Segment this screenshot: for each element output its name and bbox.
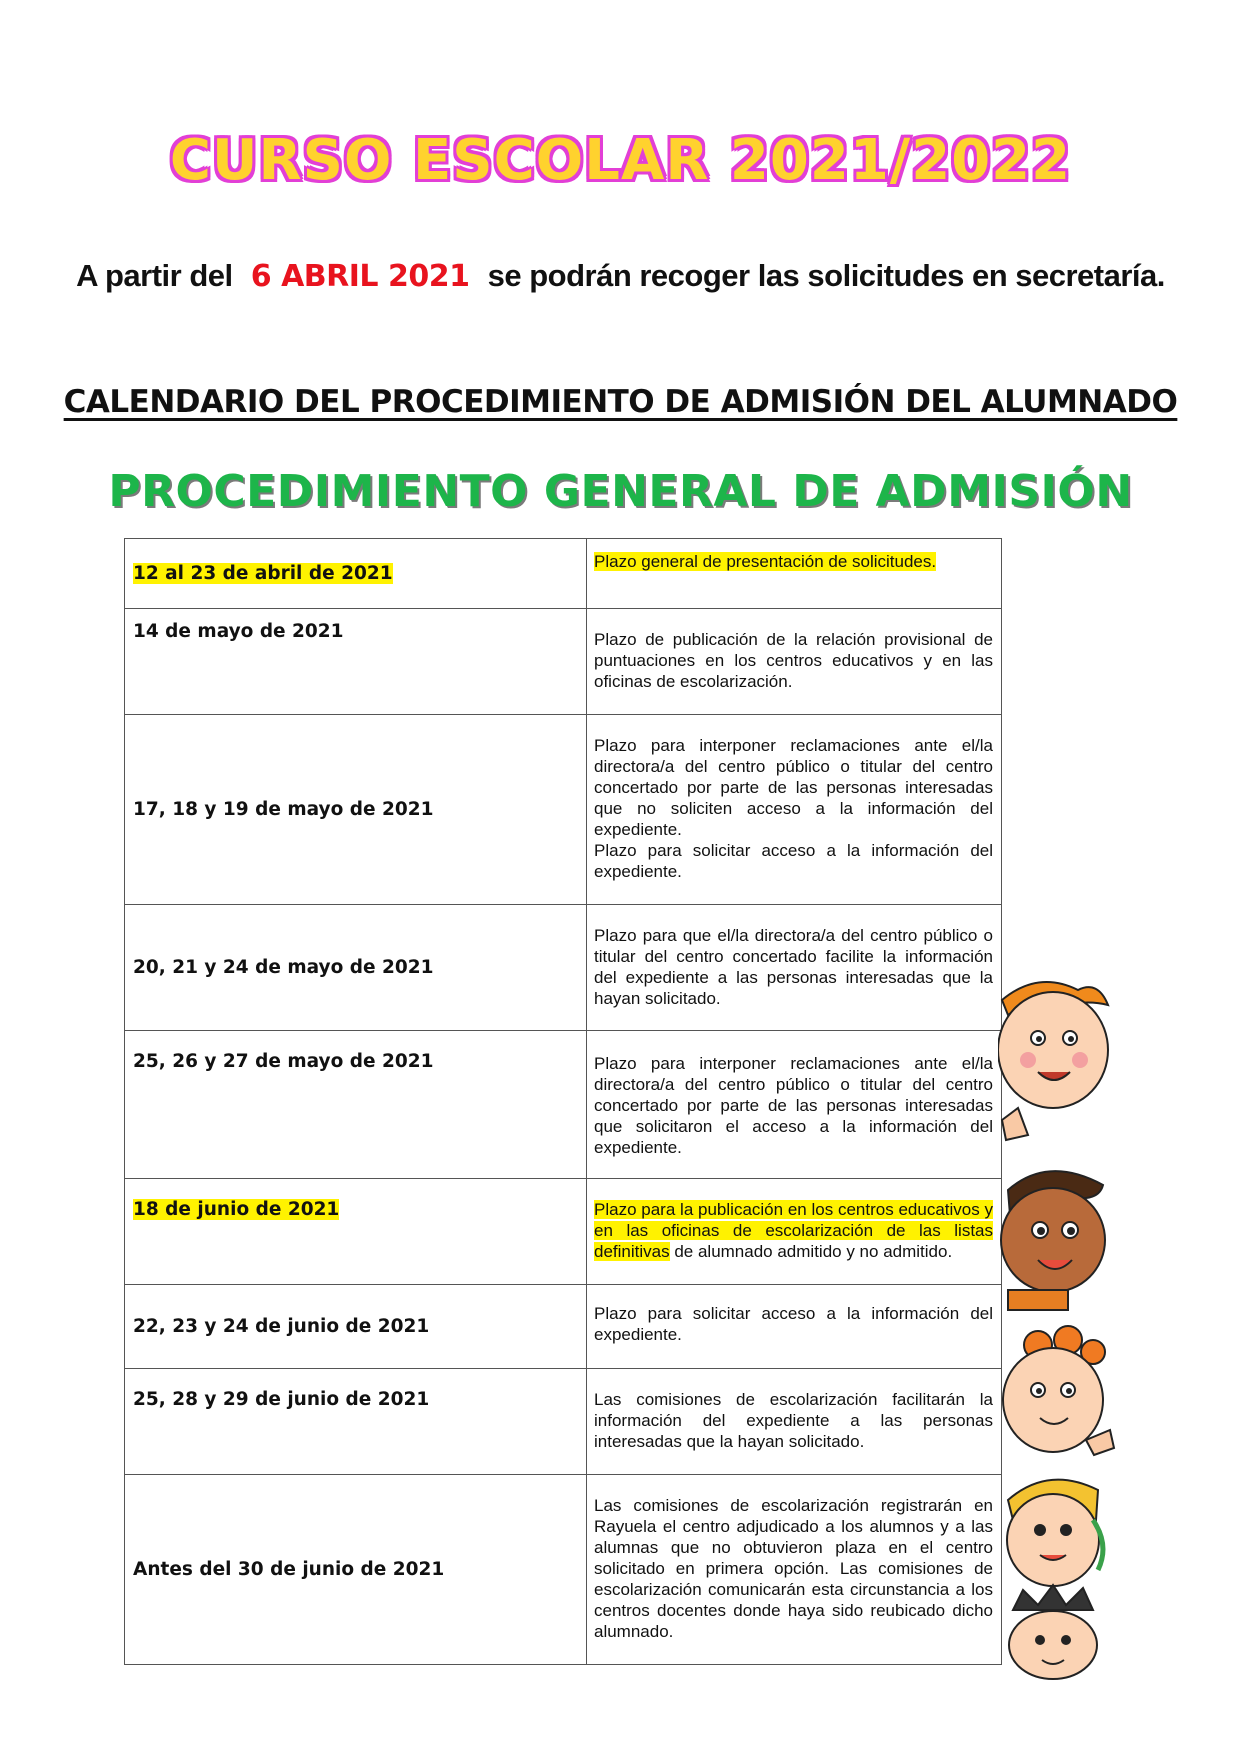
date-text: 18 de junio de 2021 bbox=[133, 1199, 340, 1220]
desc-text: Plazo para interponer reclamaciones ante el/la directora/a del centro público o titular del centro concertado por parte de las personas interesadas que solicitaron el acceso a la información del expediente. bbox=[594, 1054, 993, 1157]
desc-cell bbox=[587, 1285, 1002, 1369]
desc-cell bbox=[587, 1369, 1002, 1475]
date-text: 14 de mayo de 2021 bbox=[133, 621, 344, 642]
table-row bbox=[125, 905, 1002, 1031]
date-cell bbox=[125, 1475, 587, 1665]
kid-face-1 bbox=[998, 982, 1108, 1140]
date-cell bbox=[125, 1285, 587, 1369]
schedule-table bbox=[124, 538, 1002, 1665]
table-row bbox=[125, 1285, 1002, 1369]
page-title: CURSO ESCOLAR 2021/2022 bbox=[169, 128, 1072, 193]
table-row bbox=[125, 1475, 1002, 1665]
desc-text-2: Plazo para solicitar acceso a la información del expediente. bbox=[594, 841, 993, 881]
desc-cell bbox=[587, 539, 1002, 609]
date-text: 20, 21 y 24 de mayo de 2021 bbox=[133, 957, 434, 978]
desc-text: Plazo para interponer reclamaciones ante el/la directora/a del centro público o titular del centro concertado por parte de las personas interesadas que no soliciten acceso a la información del expediente. bbox=[594, 736, 993, 839]
desc-cell bbox=[587, 609, 1002, 715]
date-cell bbox=[125, 1031, 587, 1179]
desc-text: Las comisiones de escolarización facilitarán la información del expediente a las personas interesadas que la hayan solicitado. bbox=[594, 1390, 993, 1451]
date-text: 25, 26 y 27 de mayo de 2021 bbox=[133, 1051, 434, 1072]
desc-cell bbox=[587, 905, 1002, 1031]
desc-highlight-text: Plazo para la publicación en los centros educativos y en las oficinas de escolarización de las listas definitivas bbox=[594, 1200, 993, 1261]
kids-illustration bbox=[998, 960, 1118, 1680]
desc-text: Plazo de publicación de la relación provisional de puntuaciones en los centros educativos y en las oficinas de escolarización. bbox=[594, 630, 993, 691]
table-row bbox=[125, 715, 1002, 905]
date-cell bbox=[125, 715, 587, 905]
date-text: 22, 23 y 24 de junio de 2021 bbox=[133, 1316, 430, 1337]
kid-face-2 bbox=[1001, 1171, 1105, 1310]
date-cell bbox=[125, 1369, 587, 1475]
subtitle-date: 6 ABRIL 2021 bbox=[250, 259, 470, 294]
kid-face-5 bbox=[1009, 1585, 1097, 1679]
table-row bbox=[125, 609, 1002, 715]
calendar-heading: CALENDARIO DEL PROCEDIMIENTO DE ADMISIÓN DEL ALUMNADO bbox=[63, 384, 1178, 420]
kid-face-3 bbox=[1003, 1326, 1114, 1455]
date-cell bbox=[125, 905, 587, 1031]
desc-cell bbox=[587, 1031, 1002, 1179]
subtitle-before: A partir del bbox=[76, 258, 233, 293]
date-text: Antes del 30 de junio de 2021 bbox=[133, 1559, 445, 1580]
date-cell bbox=[125, 609, 587, 715]
desc-cell bbox=[587, 1475, 1002, 1665]
table-row bbox=[125, 1179, 1002, 1285]
desc-cell bbox=[587, 1179, 1002, 1285]
table-row bbox=[125, 1031, 1002, 1179]
date-text: 17, 18 y 19 de mayo de 2021 bbox=[133, 799, 434, 820]
desc-text: Plazo general de presentación de solicitudes. bbox=[594, 552, 937, 571]
subtitle-after: se podrán recoger las solicitudes en secretaría. bbox=[487, 258, 1165, 293]
procedure-heading: PROCEDIMIENTO GENERAL DE ADMISIÓN bbox=[108, 466, 1133, 517]
date-cell bbox=[125, 1179, 587, 1285]
table-row bbox=[125, 1369, 1002, 1475]
desc-text: Las comisiones de escolarización registrarán en Rayuela el centro adjudicado a los alumnos y a las alumnas que no obtuvieron plaza en el centro solicitado en primera opción. Las comisiones de escolarización comunicarán esta circunstancia a los centros docentes donde haya sido reubicado dicho alumnado. bbox=[594, 1496, 993, 1641]
desc-cell bbox=[587, 715, 1002, 905]
subtitle bbox=[0, 258, 1241, 294]
desc-text: Plazo para que el/la directora/a del centro público o titular del centro concertado facilite la información del expediente a las personas interesadas que la hayan solicitado. bbox=[594, 926, 993, 1008]
desc-text: Plazo para solicitar acceso a la información del expediente. bbox=[594, 1304, 993, 1344]
date-cell bbox=[125, 539, 587, 609]
date-text: 25, 28 y 29 de junio de 2021 bbox=[133, 1389, 430, 1410]
desc-text: de alumnado admitido y no admitido. bbox=[669, 1242, 953, 1261]
kid-face-4 bbox=[1007, 1480, 1103, 1586]
date-text: 12 al 23 de abril de 2021 bbox=[133, 563, 393, 584]
table-row bbox=[125, 539, 1002, 609]
